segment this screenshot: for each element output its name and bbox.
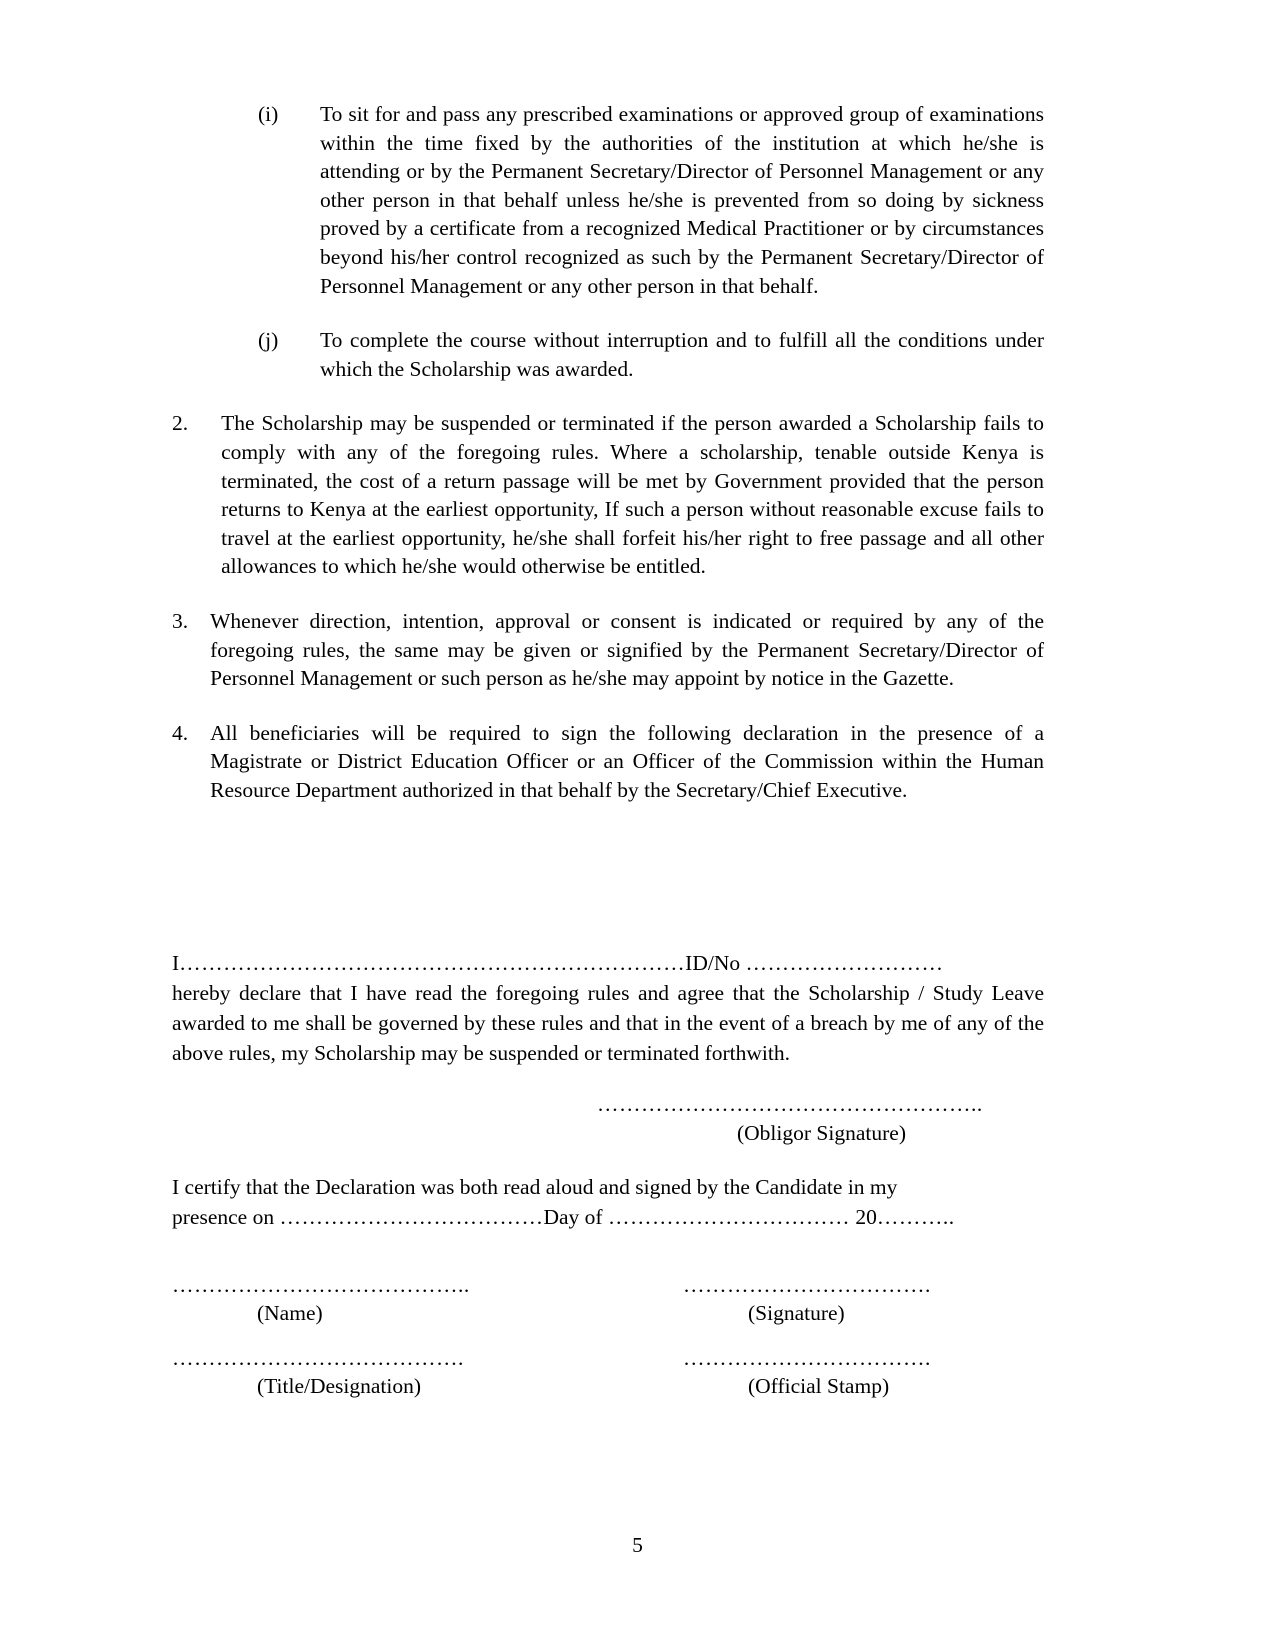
obligor-signature-block — [172, 1090, 1044, 1148]
list-item-3 — [172, 607, 1044, 693]
list-item-text: The Scholarship may be suspended or terminated if the person awarded a Scholarship fails to comply with any of the foregoing rules. Where a scholarship, tenable outside Kenya is terminated, the cost of a return passage will be met by Government provided that the person returns to Kenya at the earliest opportunity, If such a person without reasonable excuse fails to travel at the earliest opportunity, he/she shall forfeit his/her right to free passage and all other allowances to which he/she would otherwise be entitled. — [221, 411, 1044, 579]
title-designation-caption: (Title/Designation) — [257, 1374, 422, 1398]
year-prefix-label: 20 — [855, 1205, 877, 1229]
signature-cell-title — [172, 1345, 608, 1401]
certification-statement: I certify that the Declaration was both read aloud and signed by the Candidate in my — [172, 1175, 898, 1199]
official-stamp-caption: (Official Stamp) — [748, 1374, 890, 1398]
list-marker: (j) — [258, 328, 279, 353]
list-item-2 — [172, 409, 1044, 581]
month-fill[interactable]: …………………………… — [607, 1205, 850, 1229]
list-marker: 4. — [172, 720, 189, 745]
list-item-text: Whenever direction, intention, approval or consent is indicated or required by any of the foregoing rules, the same may be given or signified by the Permanent Secretary/Director of Personnel Management or such person as he/she may appoint by notice in the Gazette. — [210, 608, 1044, 691]
signature-row-title — [172, 1345, 1044, 1401]
presence-on-label: presence on — [172, 1205, 275, 1229]
list-item-sub-j — [258, 326, 1044, 383]
signature-row-name — [172, 1272, 1044, 1328]
name-fill[interactable]: ………………………………….. — [172, 1273, 470, 1297]
name-caption: (Name) — [257, 1301, 323, 1325]
obligor-signature-caption: (Obligor Signature) — [737, 1121, 906, 1145]
declaration-body-text: hereby declare that I have read the foregoing rules and agree that the Scholarship / Study Leave awarded to me shall be governed by these rules and that in the event of a breach by me of any of the above rules, my Scholarship may be suspended or terminated forthwith. — [172, 981, 1044, 1065]
list-marker: (i) — [258, 102, 279, 126]
signature-fill[interactable]: ……………………………. — [683, 1273, 931, 1297]
list-marker: 2. — [172, 411, 189, 436]
signature-cell-stamp — [608, 1345, 1044, 1401]
declaration-lead-label: I — [172, 951, 180, 975]
list-marker: 3. — [172, 608, 189, 633]
title-designation-fill[interactable]: …………………………………. — [172, 1346, 464, 1370]
id-number-fill[interactable]: ……………………… — [745, 951, 944, 975]
rules-content — [172, 100, 1044, 830]
page-number: 5 — [632, 1533, 643, 1557]
certification-block — [172, 1172, 1044, 1232]
list-item-sub-i — [258, 100, 1044, 300]
list-item-text: To complete the course without interruption and to fulfill all the conditions under which the Scholarship was awarded. — [320, 328, 1044, 381]
official-stamp-fill[interactable]: ……………………………. — [683, 1346, 931, 1370]
id-number-label: ID/No — [685, 951, 741, 975]
declaration-block — [172, 948, 1044, 1068]
day-of-label: Day of — [543, 1205, 603, 1229]
declarant-name-fill[interactable]: …………………………………………………………… — [179, 951, 686, 975]
signature-cell-signature — [608, 1272, 1044, 1328]
year-fill[interactable]: ……….. — [876, 1205, 955, 1229]
signature-cell-name — [172, 1272, 608, 1328]
signature-caption: (Signature) — [748, 1301, 845, 1325]
list-item-text: To sit for and pass any prescribed examinations or approved group of examinations within the time fixed by the authorities of the institution at which he/she is attending or by the Permanent Secretary/Director of Personnel Management or any other person in that behalf unless he/she is prevented from so doing by sickness proved by a certificate from a recognized Medical Practitioner or by circumstances beyond his/her control recognized as such by the Permanent Secretary/Director of Personnel Management or any other person in that behalf. — [320, 102, 1044, 298]
declarant-identity-line — [172, 948, 1044, 978]
list-item-text: All beneficiaries will be required to sign the following declaration in the presence of a Magistrate or District Education Officer or an Officer of the Commission within the Human Resource Department authorized in that behalf by the Secretary/Chief Executive. — [210, 720, 1044, 802]
list-item-4 — [172, 719, 1044, 805]
obligor-signature-fill[interactable]: …………………………………………….. — [597, 1092, 983, 1116]
certification-date-line — [172, 1202, 1044, 1232]
day-fill[interactable]: ……………………………… — [279, 1205, 544, 1229]
